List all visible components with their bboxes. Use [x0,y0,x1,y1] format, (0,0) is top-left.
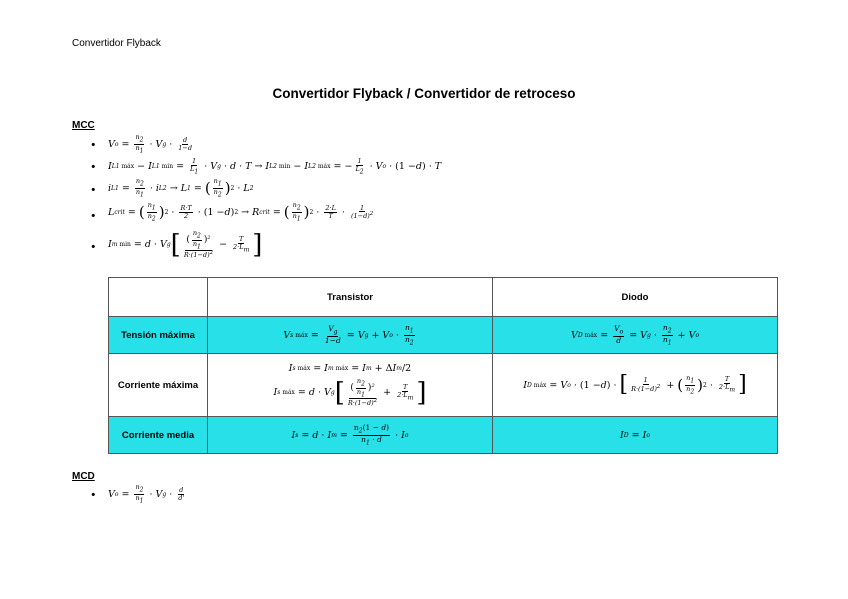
table-header-row [109,278,778,317]
table-row [109,354,778,417]
running-header: Convertidor Flyback [72,38,161,49]
equation-current-ripple: • I L1 máx − I L1 min = $\frac{1}{L_1}$ · V g · d · T → I L2 min − I L2 máx = − $\frac{1}{L_2}$ · V o · (1 − d ) · T [90,156,441,178]
section-label-mcd: MCD [72,471,95,482]
equation-vo-mcd: • V o = $\frac{n_2}{n_1}$ · V g · $\frac{d}{d'}$ [90,484,187,506]
cell-transistor-corriente-media: I s = d · I m = $\frac{n_2(1 - d)}{n_1 \cdot d}$ · I o [208,417,493,454]
cell-diodo-corriente-media: I D = I o [493,417,778,454]
section-label-mcc: MCC [72,120,95,131]
cell-transistor-corriente-maxima: I s máx = I m máx = I m + Δ I m /2 I s máx = d · V g [ ( $\frac{n_2}{n_1}$ )$^2$ $R\cdot(1-d)^2$ + $\frac{T}{2\cdot L_m}$ ] [208,354,493,417]
table-header-diodo: Diodo [493,278,778,317]
row-label-corriente-maxima: Corriente máxima [109,354,208,417]
equation-im-min: • I m min = d · V g [ ( $\frac{n_2}{n_1}$ )$^2$ $R\cdot(1-d)^2$ − $\frac{T}{2\cdot L_m}$ ] [90,230,441,264]
mcd-equation-list [90,484,187,506]
row-label-corriente-media: Corriente media [109,417,208,454]
mcc-equation-list [90,134,441,264]
cell-transistor-tension: V s máx = $\frac{V_g}{1-d}$ = V g + V o · $\frac{n_1}{n_2}$ [208,317,493,354]
table-header-corner [109,278,208,317]
page-title: Convertidor Flyback / Convertidor de retroceso [272,86,576,101]
table-header-transistor: Transistor [208,278,493,317]
table-row [109,417,778,454]
switch-stress-table [108,277,778,454]
equation-vo: • V o = $\frac{n_2}{n_1}$ · V g · $\frac{d}{1-d}$ [90,134,441,156]
row-label-tension-maxima: Tensión máxima [109,317,208,354]
equation-inductor-ratio: • i L1 = $\frac{n_2}{n_1}$ · i L2 → L 1 = ( $\frac{n_1}{n_2}$ ) 2 · L 2 [90,178,441,202]
equation-critical: • L crit = ( $\frac{n_1}{n_2}$ ) 2 · $\frac{R\cdot T}{2}$ · (1 − d ) 2 → R crit = ( $\frac{n_2}{n_1}$ ) 2 · $\frac{2\cdot L}{T}$ · $\frac{1}{(1-d)^2}$ [90,202,441,230]
table-row [109,317,778,354]
cell-diodo-tension: V D máx = $\frac{V_o}{d}$ = V g · $\frac{n_2}{n_1}$ + V o [493,317,778,354]
cell-diodo-corriente-maxima: I D máx = V o · (1 − d ) · [ $\frac{1}{R\cdot(1-d)^2}$ + ( $\frac{n_1}{n_2}$ ) 2 · $\frac{T}{2\cdot L_m}$ ] [493,354,778,417]
